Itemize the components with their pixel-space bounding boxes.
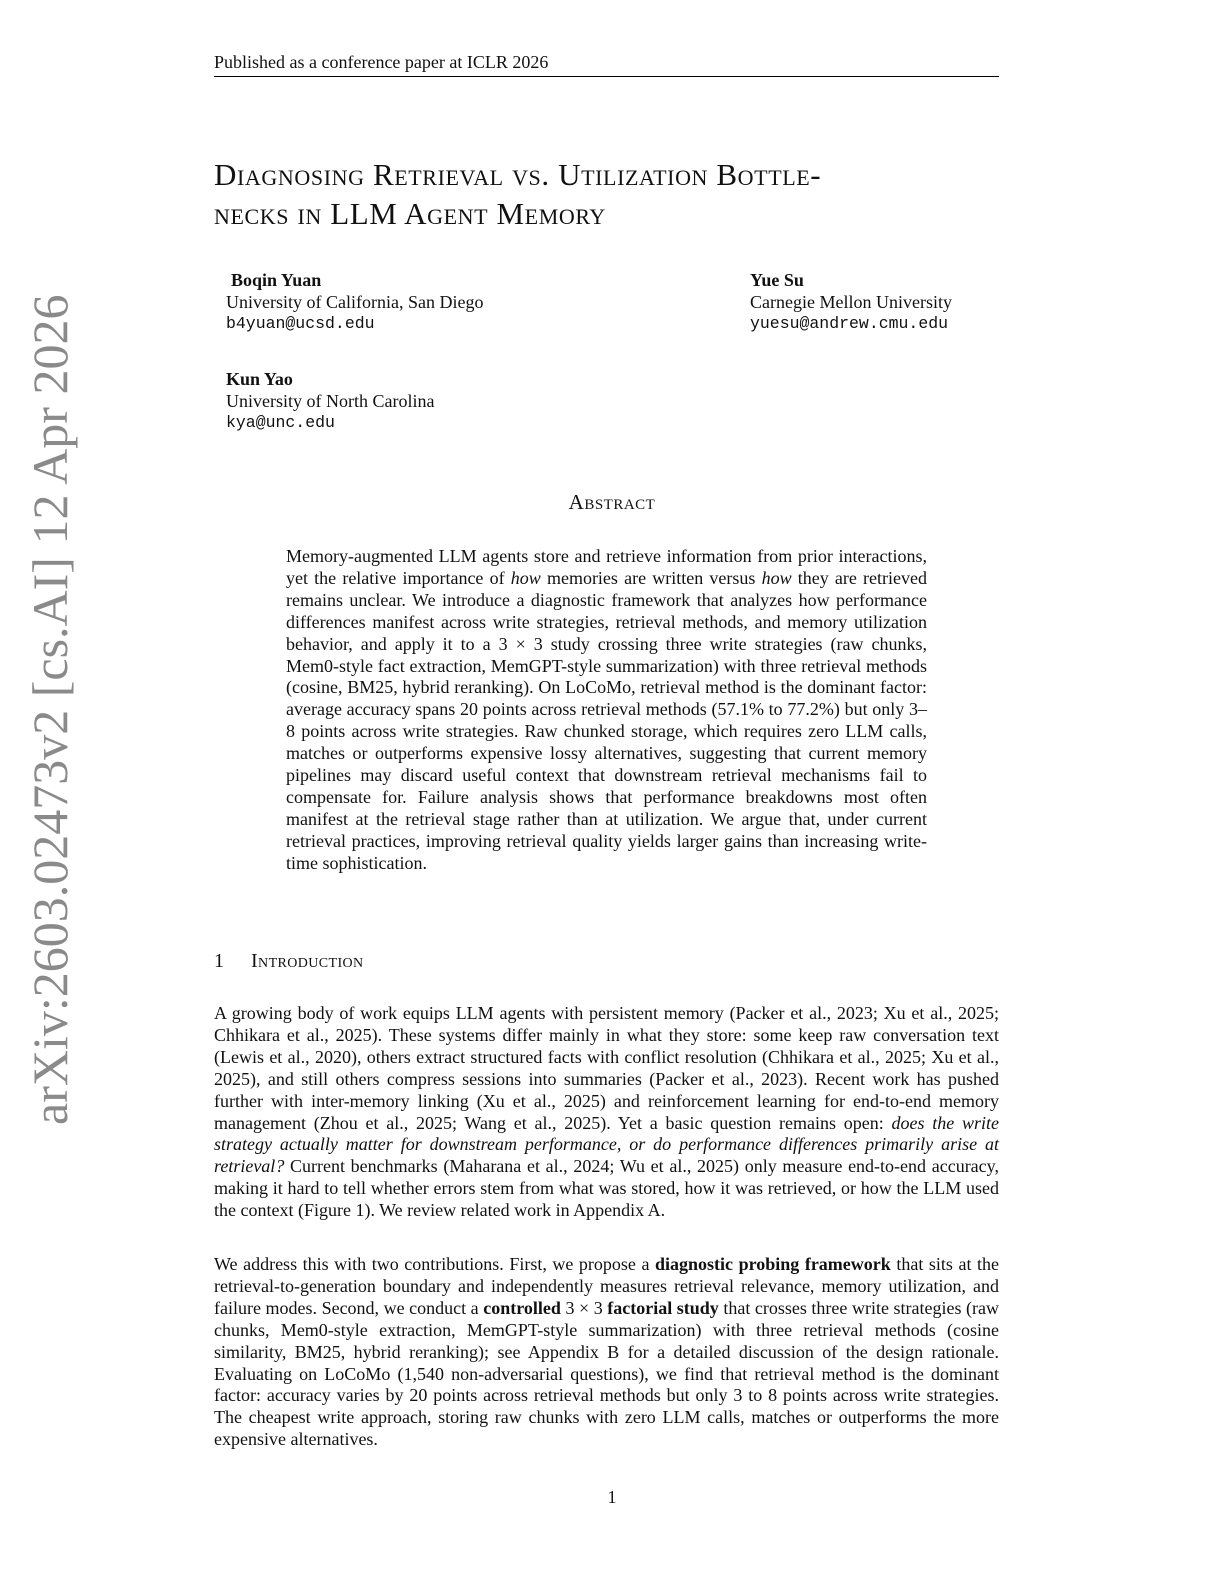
author-details-1 — [226, 291, 483, 335]
author-affiliation: Carnegie Mellon University — [750, 292, 952, 312]
paragraph-text: We address this with two contributions. First, we propose a — [214, 1254, 656, 1274]
author-email[interactable]: b4yuan@ucsd.edu — [226, 314, 375, 333]
author-email[interactable]: yuesu@andrew.cmu.edu — [750, 314, 949, 333]
abstract-text: they are retrieved remains unclear. We introduce a diagnostic framework that analyzes how performance differences manifest across write strategies, retrieval methods, and memory utilization behavior, and apply it to a 3 × 3 study crossing three write strategies (raw chunks, Mem0-style fact extraction, MemGPT-style summarization) with three retrieval methods (cosine, BM25, hybrid reranking). On LoCoMo, retrieval method is the dominant factor: average accuracy spans 20 points across retrieval methods (57.1% to 77.2%) but only 3–8 points across write strategies. Raw chunked storage, which requires zero LLM calls, matches or outperforms expensive lossy alternatives, suggesting that current memory pipelines may discard useful context that downstream retrieval mechanisms fail to compensate for. Failure analysis shows that performance breakdowns most often manifest at the retrieval stage rather than at utilization. We argue that, under current retrieval practices, improving retrieval quality yields larger gains than increasing write-time sophistication. — [286, 567, 928, 873]
running-header: Published as a conference paper at ICLR 2026 — [214, 52, 999, 77]
author-block-1 — [231, 269, 321, 291]
section-title: Introduction — [251, 950, 364, 972]
abstract-heading: Abstract — [568, 490, 656, 514]
author-block-2 — [750, 269, 952, 335]
abstract-body — [286, 546, 927, 875]
abstract-emphasis: how — [761, 567, 792, 588]
paragraph-bold: controlled — [483, 1297, 561, 1318]
author-name: Kun Yao — [226, 369, 293, 389]
paper-title — [214, 155, 1014, 233]
author-name: Yue Su — [750, 270, 804, 290]
paragraph-bold: diagnostic probing framework — [655, 1254, 891, 1274]
paragraph-bold: factorial study — [607, 1297, 719, 1318]
abstract-emphasis: how — [510, 567, 541, 588]
abstract-text: Memory-augmented LLM agents store and retrieve information from prior interactions, yet the relative importance of — [286, 546, 927, 588]
arxiv-identifier[interactable]: arXiv:2603.02473v2 [cs.AI] 12 Apr 2026 — [22, 294, 78, 1125]
author-affiliation: University of North Carolina — [226, 391, 435, 411]
section-heading — [214, 950, 364, 973]
author-affiliation: University of California, San Diego — [226, 292, 484, 312]
author-name: Boqin Yuan — [231, 270, 322, 290]
paragraph-text: 3 × 3 — [560, 1297, 608, 1318]
paragraph-text: that sits at the retrieval-to-generation boundary and independently measures retrieval relevance, memory utilization, and failure modes. Second, we conduct a — [214, 1254, 999, 1318]
page-number: 1 — [607, 1487, 617, 1507]
section-number: 1 — [214, 950, 225, 972]
author-block-3 — [226, 368, 434, 434]
author-email[interactable]: kya@unc.edu — [226, 413, 335, 432]
paragraph-text: A growing body of work equips LLM agents with persistent memory (Packer et al., 2023; Xu et al., 2025; Chhikara et al., 2025). These systems differ mainly in what they store: some keep raw conversation text (Lewis et al., 2020), others extract structured facts with conflict resolution (Chhikara et al., 2025; Xu et al., 2025), and still others compress sessions into summaries (Packer et al., 2023). Recent work has pushed further with inter-memory linking (Xu et al., 2025) and reinforcement learning for end-to-end memory management (Zhou et al., 2025; Wang et al., 2025). Yet a basic question remains open: — [214, 1003, 999, 1133]
abstract-text: memories are written versus — [540, 567, 762, 588]
intro-paragraph-2 — [214, 1254, 999, 1451]
title-line-2: necks in LLM Agent Memory — [214, 196, 606, 231]
paragraph-text: that crosses three write strategies (raw chunks, Mem0-style extraction, MemGPT-style summarization) with three retrieval methods (cosine similarity, BM25, hybrid reranking); see Appendix B for a detailed discussion of the design rationale. Evaluating on LoCoMo (1,540 non-adversarial questions), we find that retrieval method is the dominant factor: accuracy varies by 20 points across retrieval methods but only 3 to 8 points across write strategies. The cheapest write approach, storing raw chunks with zero LLM calls, matches or outperforms the more expensive alternatives. — [214, 1297, 999, 1450]
paragraph-emphasis: does the write strategy actually matter for downstream performance, or do performance differences primarily arise at retrieval? — [214, 1112, 999, 1177]
intro-paragraph-1 — [214, 1003, 999, 1222]
title-line-1: Diagnosing Retrieval vs. Utilization Bottle- — [214, 157, 822, 192]
paragraph-text: Current benchmarks (Maharana et al., 2024; Wu et al., 2025) only measure end-to-end accuracy, making it hard to tell whether errors stem from what was stored, how it was retrieved, or how the LLM used the context (Figure 1). We review related work in Appendix A. — [214, 1156, 999, 1221]
